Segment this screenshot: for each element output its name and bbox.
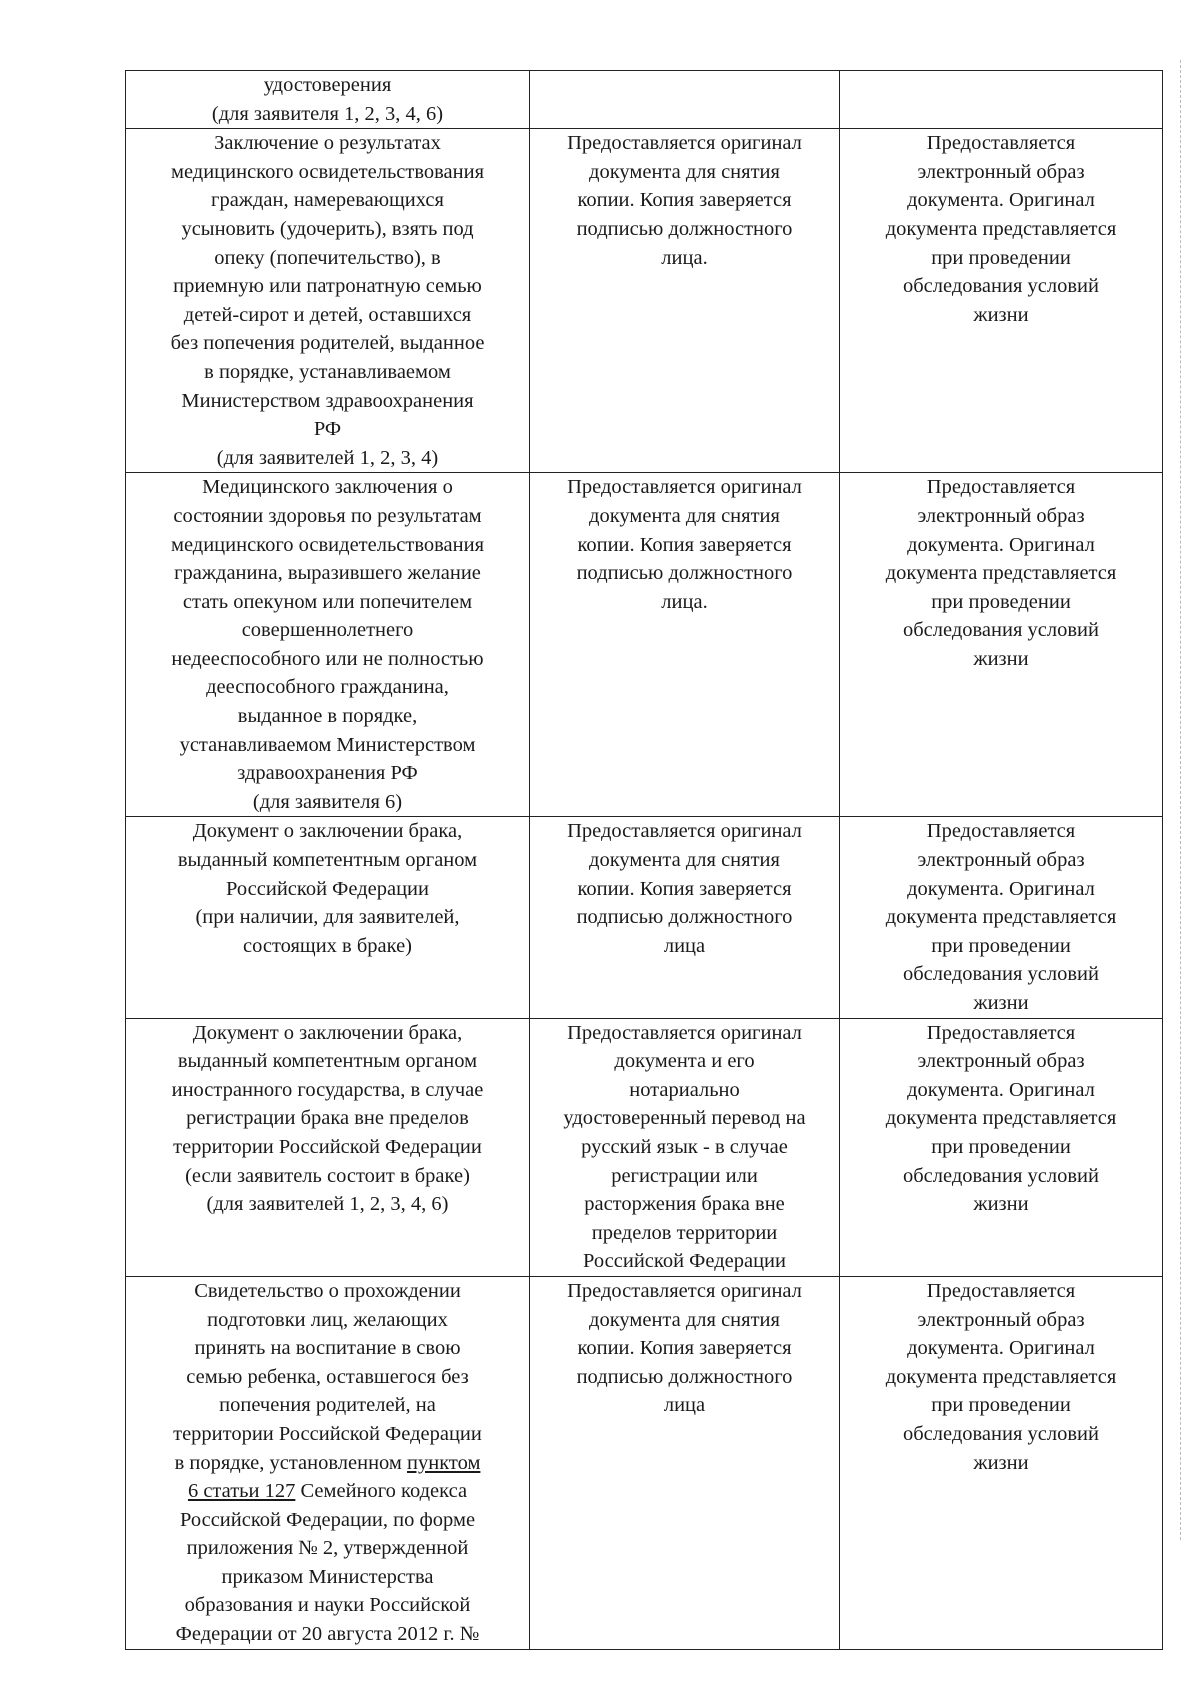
cell-line: документа для снятия [589, 160, 780, 183]
cell-line: при проведении [931, 246, 1071, 269]
cell-line: Медицинского заключения о [202, 476, 453, 499]
cell-line: лица. [661, 590, 708, 613]
cell-line: обследования условий [903, 275, 1099, 298]
cell-line: удостоверенный перевод на [563, 1107, 806, 1130]
cell-line: выданный компетентным органом [177, 849, 478, 872]
cell-line: медицинского освидетельствования [170, 533, 485, 556]
cell-line: граждан, намеревающихся [211, 189, 444, 212]
cell-line: жизни [973, 992, 1029, 1014]
document-name-cell [126, 129, 530, 473]
cell-line: без попечения родителей, выданное [170, 332, 485, 355]
cell-line: Предоставляется [926, 1279, 1076, 1302]
cell-line: Министерством здравоохранения [181, 389, 474, 412]
cell-line: (для заявителей 1, 2, 3, 4, 6) [206, 1193, 449, 1216]
cell-line: гражданина, выразившего желание [174, 562, 481, 585]
cell-line: документа. Оригинал [907, 877, 1095, 900]
cell-line: попечения родителей, на [219, 1394, 436, 1417]
cell-line: при проведении [931, 1135, 1071, 1158]
cell-line: выданное в порядке, [237, 705, 418, 728]
cell-line: документа представляется [885, 1107, 1117, 1130]
cell-line: удостоверения [263, 74, 392, 96]
cell-line: образования и науки Российской [184, 1594, 471, 1617]
cell-line: обследования условий [903, 963, 1099, 986]
personal-submission-cell [530, 817, 840, 1018]
cell-line: документа. Оригинал [907, 533, 1095, 556]
cell-line: пределов территории [591, 1221, 778, 1244]
cell-line: Документ о заключении брака, [192, 820, 463, 843]
cell-line: приказом Министерства [221, 1565, 434, 1588]
cell-line: при проведении [931, 590, 1071, 613]
cell-line: подписью должностного [576, 906, 793, 929]
personal-submission-cell [530, 473, 840, 817]
cell-line: документа представляется [885, 562, 1117, 585]
cell-line: стать опекуном или попечителем [182, 590, 473, 613]
cell-line: копии. Копия заверяется [577, 877, 792, 900]
cell-line: Предоставляется оригинал [567, 476, 802, 499]
cell-line: документа. Оригинал [907, 189, 1095, 212]
table-row [126, 817, 1163, 1018]
cell-line: Федерации от 20 августа 2012 г. № [175, 1623, 480, 1646]
cell-line: территории Российской Федерации [173, 1422, 482, 1445]
cell-line: русский язык - в случае [581, 1135, 788, 1158]
cell-line: при проведении [931, 934, 1071, 957]
cell-line: выданный компетентным органом [177, 1050, 478, 1073]
cell-line: нотариально [629, 1078, 740, 1101]
cell-line: Предоставляется оригинал [567, 1021, 802, 1044]
cell-line: жизни [973, 303, 1029, 326]
cell-line: подписью должностного [576, 562, 793, 585]
document-name-cell [126, 1018, 530, 1276]
cell-line: жизни [973, 1193, 1029, 1216]
cell-line: Предоставляется [926, 820, 1076, 843]
electronic-submission-cell [840, 1018, 1163, 1276]
cell-line: документа для снятия [589, 1308, 780, 1331]
cell-line: Предоставляется оригинал [567, 132, 802, 155]
cell-line: усыновить (удочерить), взять под [181, 217, 474, 240]
cell-line: Российской Федерации, по форме [179, 1508, 476, 1531]
cell-line: лица. [661, 246, 708, 269]
cell-line: Предоставляется [926, 132, 1076, 155]
cell-line: копии. Копия заверяется [577, 533, 792, 556]
cell-line: лица [663, 934, 706, 957]
cell-line: обследования условий [903, 1422, 1099, 1445]
cell-line: электронный образ [917, 849, 1085, 872]
cell-line: Заключение о результатах [214, 132, 441, 155]
cell-line: Предоставляется [926, 476, 1076, 499]
cell-line-text: Семейного кодекса [300, 1480, 468, 1503]
electronic-submission-cell [840, 1276, 1163, 1649]
electronic-submission-cell [840, 129, 1163, 473]
cell-line: дееспособного гражданина, [206, 676, 449, 699]
cell-line: Документ о заключении брака, [192, 1021, 463, 1044]
cell-line: при проведении [931, 1394, 1071, 1417]
cell-line: обследования условий [903, 619, 1099, 642]
cell-line [132, 1477, 523, 1506]
cell-line: регистрации брака вне пределов [186, 1107, 469, 1130]
document-name-cell [126, 473, 530, 817]
cell-line: лица [663, 1394, 706, 1417]
cell-line: Предоставляется оригинал [567, 820, 802, 843]
cell-line: электронный образ [917, 504, 1085, 527]
cell-line: документа представляется [885, 217, 1117, 240]
document-name-cell [126, 71, 530, 129]
personal-submission-cell [530, 1276, 840, 1649]
page-edge-line [1180, 60, 1181, 1540]
cell-line-text: в порядке, установленном [174, 1451, 402, 1474]
cell-line: документа для снятия [589, 504, 780, 527]
table-row [126, 129, 1163, 473]
cell-line: электронный образ [917, 1050, 1085, 1073]
cell-line: (для заявителя 6) [252, 790, 403, 813]
table-row [126, 1276, 1163, 1649]
documents-table-body [126, 71, 1163, 1650]
cell-line: регистрации или [611, 1164, 758, 1187]
cell-line: подготовки лиц, желающих [207, 1308, 448, 1331]
cell-line: семью ребенка, оставшегося без [186, 1365, 469, 1388]
cell-line: (для заявителя 1, 2, 3, 4, 6) [211, 102, 444, 125]
cell-line: приемную или патронатную семью [173, 275, 482, 298]
cell-line: копии. Копия заверяется [577, 1337, 792, 1360]
personal-submission-cell [530, 71, 840, 129]
table-row [126, 473, 1163, 817]
cell-line: Предоставляется [926, 1021, 1076, 1044]
cell-line: приложения № 2, утвержденной [186, 1537, 469, 1560]
cell-line: обследования условий [903, 1164, 1099, 1187]
personal-submission-cell [530, 1018, 840, 1276]
cell-line: расторжения брака вне [584, 1193, 785, 1216]
cell-line: недееспособного или не полностью [171, 647, 484, 670]
cell-line: подписью должностного [576, 217, 793, 240]
cell-line: документа. Оригинал [907, 1078, 1095, 1101]
cell-line: Предоставляется оригинал [567, 1279, 802, 1302]
cell-line: документа представляется [885, 1365, 1117, 1388]
document-name-cell [126, 817, 530, 1018]
cell-line: документа. Оригинал [907, 1337, 1095, 1360]
electronic-submission-cell [840, 473, 1163, 817]
cell-line: жизни [973, 647, 1029, 670]
cell-line: здравоохранения РФ [237, 762, 418, 785]
cell-line: электронный образ [917, 160, 1085, 183]
documents-table [125, 70, 1163, 1650]
electronic-submission-cell [840, 71, 1163, 129]
electronic-submission-cell [840, 817, 1163, 1018]
cell-line: территории Российской Федерации [173, 1135, 482, 1158]
cell-line: в порядке, устанавливаемом [204, 360, 451, 383]
personal-submission-cell [530, 129, 840, 473]
cell-line: состоящих в браке) [242, 934, 413, 957]
document-name-cell [126, 1276, 530, 1649]
cell-line: устанавливаемом Министерством [179, 733, 476, 756]
cell-line: РФ [313, 418, 342, 441]
cell-line: жизни [973, 1451, 1029, 1474]
cell-line: иностранного государства, в случае [171, 1078, 484, 1101]
cell-line: документа представляется [885, 906, 1117, 929]
cell-line: совершеннолетнего [241, 619, 414, 642]
cell-line: детей-сирот и детей, оставшихся [183, 303, 472, 326]
cell-line: подписью должностного [576, 1365, 793, 1388]
law-reference-link[interactable]: 6 статьи 127 [187, 1480, 296, 1503]
cell-line: принять на воспитание в свою [194, 1337, 461, 1360]
table-row [126, 71, 1163, 129]
cell-line: опеку (попечительство), в [214, 246, 441, 269]
law-reference-link[interactable]: пунктом [407, 1451, 481, 1474]
cell-line: медицинского освидетельствования [170, 160, 485, 183]
cell-line: состоянии здоровья по результатам [173, 504, 482, 527]
cell-line: Российской Федерации [583, 1250, 786, 1273]
cell-line: электронный образ [917, 1308, 1085, 1331]
table-row [126, 1018, 1163, 1276]
cell-line: документа для снятия [589, 849, 780, 872]
cell-line: документа и его [614, 1050, 755, 1073]
cell-line: Российской Федерации [226, 877, 429, 900]
cell-line: (при наличии, для заявителей, [195, 906, 460, 929]
cell-line: копии. Копия заверяется [577, 189, 792, 212]
cell-line: (если заявитель состоит в браке) [185, 1164, 470, 1187]
cell-line: Свидетельство о прохождении [194, 1279, 461, 1302]
cell-line [132, 1449, 523, 1478]
cell-line: (для заявителей 1, 2, 3, 4) [216, 446, 439, 469]
